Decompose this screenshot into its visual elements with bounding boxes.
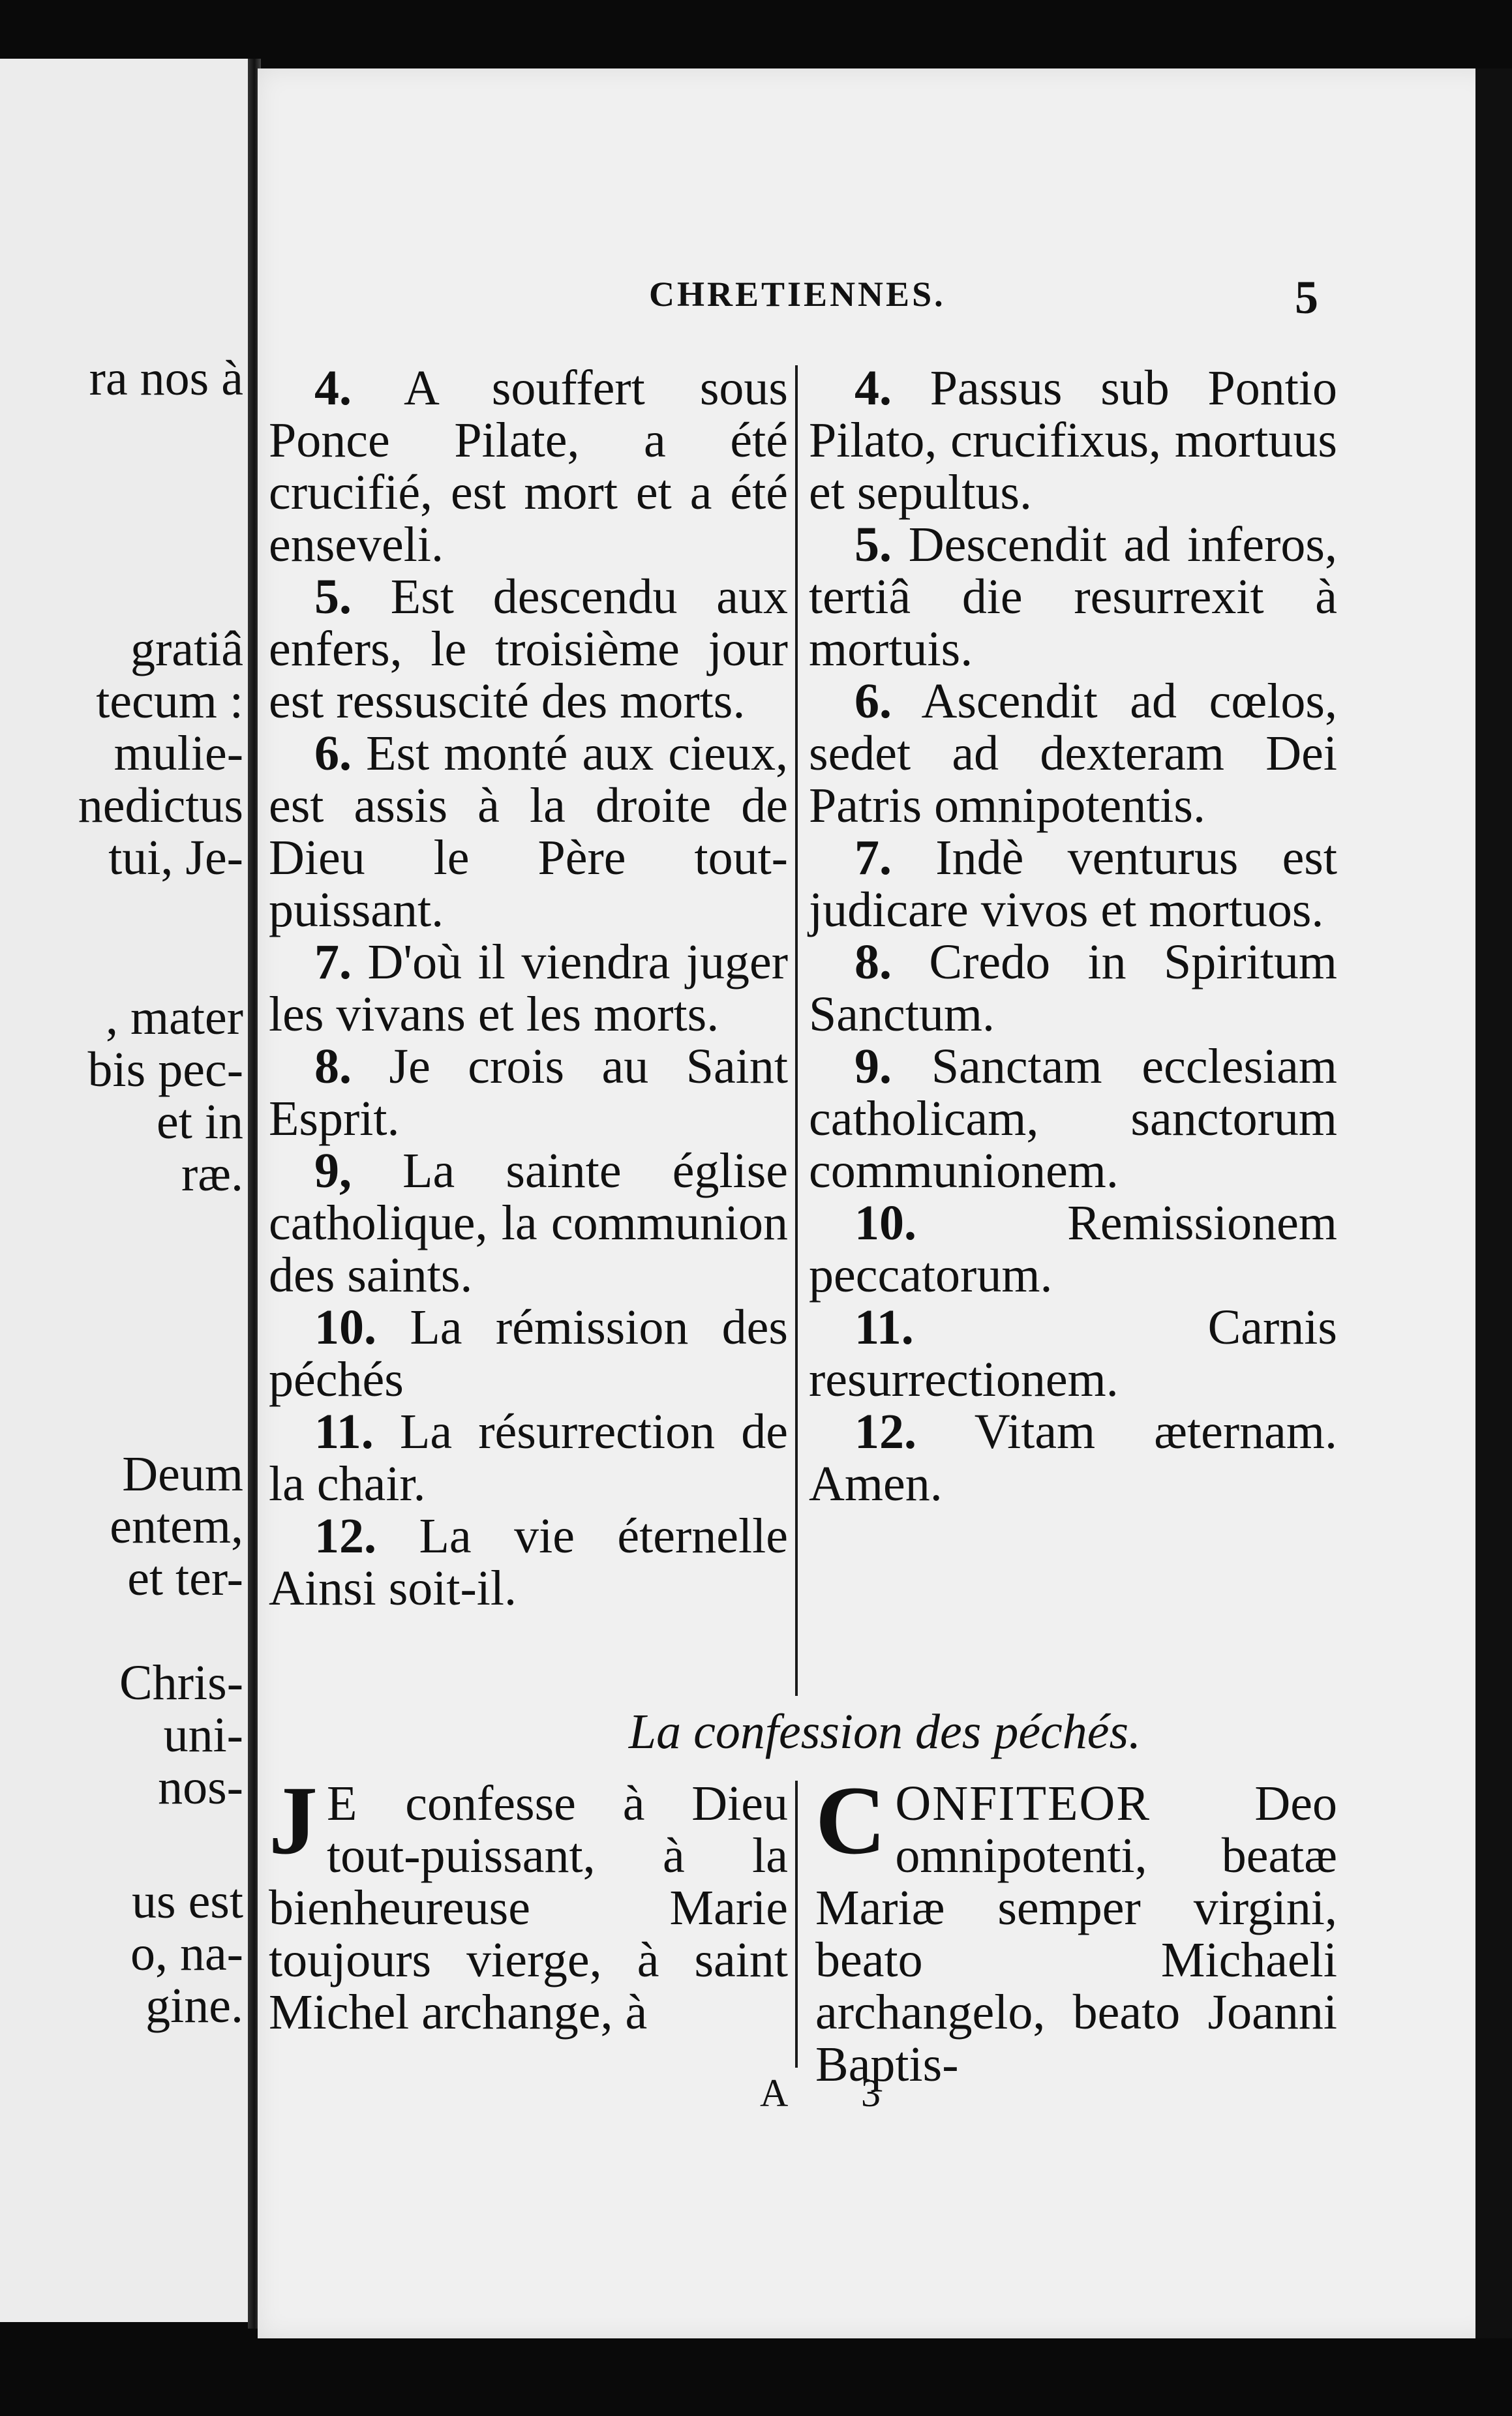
facing-page-fragment: gratiâ [130,622,243,676]
creed-article [809,936,1337,1040]
page-number: 5 [1295,271,1318,324]
creed-article [269,1040,788,1145]
facing-page-fragment: uni- [163,1708,243,1762]
confession-latin-text: Deo omnipotenti, beatæ Mariæ semper virgini, beato Michaeli archangelo, beato Joanni Baptis- [815,1776,1337,2092]
article-number: 8. [854,935,892,989]
article-number: 12. [314,1509,376,1563]
facing-page-fragment: bis pec- [87,1042,243,1097]
article-text: Passus sub Pontio Pilato, crucifixus, mortuus et sepultus. [809,361,1337,520]
facing-page-fragment: gine. [145,1978,243,2033]
article-text: Ascendit ad cœlos, sedet ad dexteram Dei Patris omnipotentis. [809,674,1337,833]
creed-article [269,362,788,571]
creed-article [809,832,1337,936]
creed-article [809,1406,1337,1510]
facing-page-fragment: nos- [158,1760,243,1815]
article-text: A souffert sous Ponce Pilate, a été crucifié, est mort et a été enseveli. [269,361,788,572]
creed-article [809,1301,1337,1406]
article-text: Indè venturus est judicare vivos et mortuos. [809,830,1337,937]
article-number: 4. [314,361,352,415]
facing-page-fragment: et in [157,1095,243,1149]
article-number: 6. [314,726,352,781]
drop-cap: J [269,1766,318,1875]
article-number: 6. [854,674,892,729]
article-text: La rémission des péchés [269,1300,788,1407]
article-text: Est descendu aux enfers, le troisième jour est ressuscité des morts. [269,569,789,729]
facing-page-fragment: us est [132,1874,243,1929]
article-text: Remissionem peccatorum. [809,1196,1337,1303]
facing-page-fragment: tecum : [96,674,243,729]
article-text: Credo in Spiritum Sanctum. [809,935,1337,1042]
article-number: 10. [854,1196,916,1250]
section-heading: La confession des péchés. [628,1704,1142,1759]
facing-page-fragment: ra nos à [89,351,243,406]
facing-page-left [0,59,254,2322]
facing-page-fragment: mulie- [113,726,243,781]
facing-page-fragment: Deum [122,1447,243,1502]
creed-article [809,675,1337,832]
article-text: Je crois au Saint Esprit. [269,1039,788,1146]
article-text: Vitam æternam. Amen. [809,1404,1337,1511]
article-number: 4. [854,361,892,415]
printer-signature: A 3 [760,2072,914,2115]
creed-article [809,362,1337,519]
creed-latin-column [809,362,1337,1510]
article-text: Sanctam ecclesiam catholicam, sanctorum communionem. [809,1039,1337,1198]
facing-page-fragment: Chris- [119,1655,243,1710]
article-number: 7. [314,935,352,989]
confession-latin [815,1766,1337,2092]
column-divider [795,1781,798,2068]
article-number: 11. [314,1404,374,1459]
creed-article [269,1406,788,1510]
article-text: Descendit ad inferos, tertiâ die resurrexit à mortuis. [809,517,1337,676]
column-divider [795,365,798,1696]
article-number: 5. [854,517,892,572]
article-number: 9, [314,1143,352,1198]
article-text: D'où il viendra juger les vivans et les morts. [269,935,789,1042]
article-text: La sainte église catholique, la communion des saints. [269,1143,789,1303]
creed-article [809,1197,1337,1301]
facing-page-fragment: et ter- [127,1551,243,1606]
page-edge-shadow [1475,68,1512,2338]
article-text: Carnis resurrectionem. [809,1300,1337,1407]
creed-article [269,936,788,1040]
creed-article [809,1040,1337,1197]
article-number: 5. [314,569,352,624]
article-number: 7. [854,830,892,885]
article-text: Est monté aux cieux, est assis à la droite de Dieu le Père tout-puissant. [269,726,789,937]
facing-page-fragment: tui, Je- [108,830,243,885]
article-number: 8. [314,1039,352,1094]
small-caps-lead: ONFITEOR [895,1776,1151,1831]
running-header: CHRETIENNES. [649,275,946,314]
creed-article [269,727,788,936]
article-number: 12. [854,1404,916,1459]
facing-page-fragment: , mater [105,990,243,1045]
facing-page-fragment: entem, [110,1499,243,1554]
creed-article [269,571,788,727]
article-number: 11. [854,1300,914,1355]
facing-page-fragment: ræ. [181,1147,243,1201]
small-caps-lead: E [327,1776,359,1831]
article-number: 10. [314,1300,376,1355]
confession-french [269,1766,788,2040]
article-text: La vie éternelle Ainsi soit-il. [269,1509,788,1616]
article-text: La résurrection de la chair. [269,1404,788,1511]
creed-article [269,1510,788,1614]
creed-article [809,519,1337,675]
creed-article [269,1145,788,1301]
creed-article [269,1301,788,1406]
article-number: 9. [854,1039,892,1094]
creed-french-column [269,362,788,1614]
facing-page-fragment: nedictus [78,778,243,833]
facing-page-fragment: o, na- [130,1926,243,1981]
confession-french-text: confesse à Dieu tout-puissant, à la bienheureuse Marie toujours vierge, à saint Michel archange, à [269,1776,788,2040]
drop-cap: C [815,1766,886,1875]
